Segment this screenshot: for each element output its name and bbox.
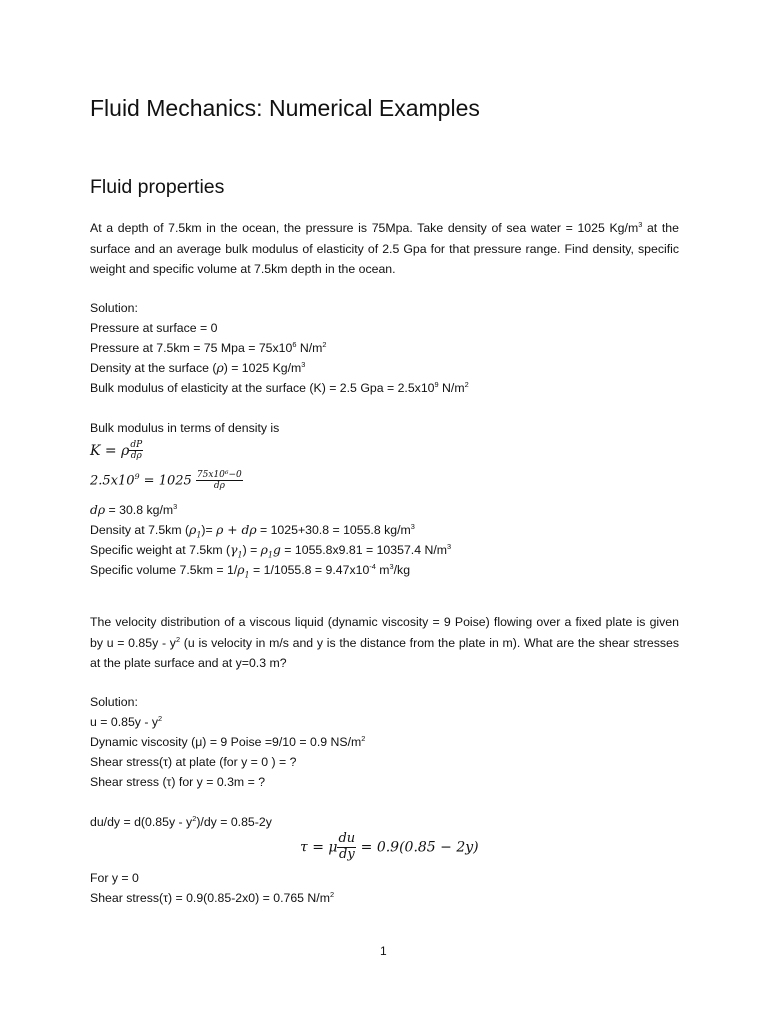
page-number: 1 [380,944,387,958]
solution-1-line: Pressure at 7.5km = 75 Mpa = $75x10^6$ $N/m^2$ [90,339,327,355]
problem-1-text: At a depth of 7.5km in the ocean, the pressure is 75Mpa. Take density of sea water = 1025 $Kg/m^3$ at the surface and an average bulk modulus of elasticity of 2.5 Gpa for that pressure range. Find density, specific weight and specific volume at 7.5km depth in the ocean. [90,219,679,276]
solution-2-line: Shear stress (τ) for y = 0.3m = ? [90,775,266,789]
section-heading: Fluid properties [90,176,225,198]
final-line: For y = 0 [90,871,139,885]
solution-2-line: Dynamic viscosity (μ) = 9 Poise =9/10 = 0.9 $NS/m^2$ [90,733,366,749]
solution-1-heading: Solution: [90,301,138,315]
equation-bulk-modulus: K = ρ $\frac{dP}{d\rho}$ [90,440,143,462]
bulk-modulus-text: Bulk modulus in terms of density is [90,421,280,435]
result-line: Specific volume $7.5km = 1/\rho_1 = 1/1055.8 = 9.47x10^{-4}$ $m^3/kg$ [90,561,411,580]
equation-shear-stress: τ = μ $\frac{du}{dy}$ = 0.9(0.85 − 2y) [300,831,479,862]
solution-1-line: Pressure at surface = 0 [90,321,218,335]
solution-2-line: $u = 0.85y - y^2$ [90,713,163,729]
result-line: Specific weight at 7.5km $(\gamma_1) = \rho_1g = 1055.8x9.81 = 10357.4$ $N/m^3$ [90,541,452,560]
result-line: dρ = 30.8 $kg/m^3$ [90,501,178,517]
solution-2-line: Shear stress(τ) at plate (for y = 0 ) = ? [90,755,297,769]
solution-1-line: Bulk modulus of elasticity at the surface (K) = 2.5 Gpa = $2.5x10^9$ $N/m^2$ [90,379,469,395]
document-title: Fluid Mechanics: Numerical Examples [90,95,480,121]
solution-1-line: Density at the surface (ρ) = 1025 $Kg/m^3$ [90,359,306,375]
equation-substitution: $2.5x10^9 = 1025$ $\frac{\text{75x10⁶−0}}{d\rho}$ [90,470,242,492]
final-line: Shear stress(τ) = 0.9(0.85-2x0) = 0.765 $N/m^2$ [90,889,335,905]
result-line: Density at 7.5km $(\rho_1)= \rho + d\rho = 1025+30.8 = 1055.8$ $kg/m^3$ [90,521,415,540]
derivative-line: $du/dy = d(0.85y - y^2)/dy = 0.85-2y$ [90,813,272,829]
problem-2-text: The velocity distribution of a viscous liquid (dynamic viscosity = 9 Poise) flowing over a fixed plate is given by $u = 0.85y - y^2$ (u is velocity in m/s and y is the distance from the plate in m). What are the shear stresses at the plate surface and at y=0.3 m? [90,615,679,670]
solution-2-heading: Solution: [90,695,138,709]
